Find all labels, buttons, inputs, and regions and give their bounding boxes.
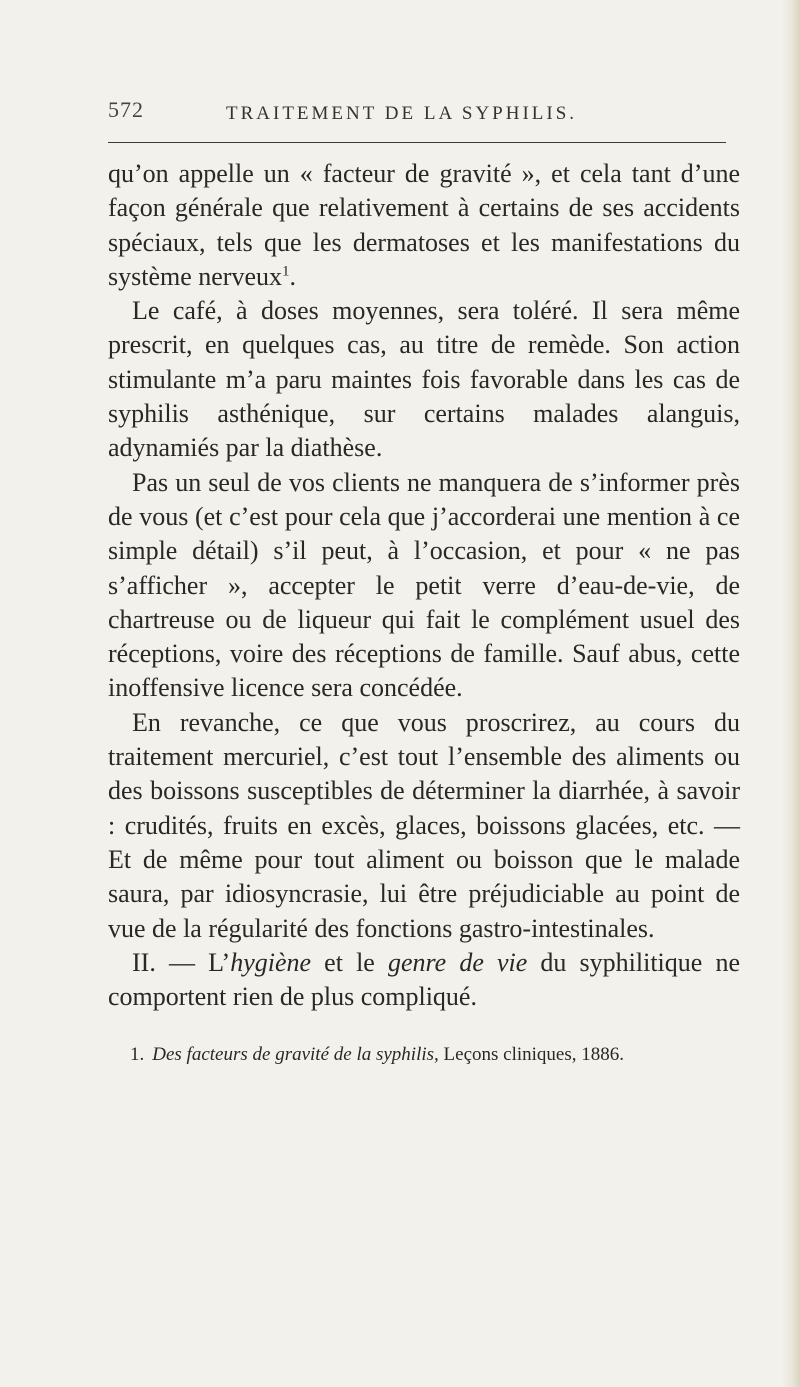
- paragraph-text-end: .: [289, 261, 297, 291]
- paragraph-diet: En revanche, ce que vous proscrirez, au cours du traitement mercuriel, c’est tout l’ensemble des aliments ou des boissons susceptibles de déterminer la diarrhée, à savoir : crudités, fruits en excès, glaces, boissons glacées, etc. — Et de même pour tout aliment ou boisson que le malade saura, par idiosyncrasie, lui être préjudiciable au point de vue de la régularité des fonctions gastro-intestinales.: [108, 707, 740, 943]
- emphasis-genre-de-vie: genre de vie: [387, 947, 528, 977]
- paragraph-coffee: Le café, à doses moyennes, sera toléré. Il sera même prescrit, en quelques cas, au titre de remède. Son action stimulante m’a paru maintes fois favorable dans les cas de syphilis asthénique, sur certains malades alanguis, adynamiés par la diathèse.: [108, 296, 740, 463]
- running-title: TRAITEMENT DE LA SYPHILIS.: [226, 103, 578, 124]
- page-header: [108, 97, 748, 137]
- emphasis-hygiene: hygiène: [230, 947, 312, 977]
- paragraph-hygiene: [108, 946, 740, 1015]
- section-prefix: II. — L’: [132, 947, 231, 977]
- footnote: [130, 1043, 730, 1067]
- paragraph-continuation: [108, 157, 740, 294]
- footnote-number: 1.: [130, 1044, 145, 1065]
- paragraph-liqueur: Pas un seul de vos clients ne manquera de s’informer près de vous (et c’est pour cela que j’accorderai une mention à ce simple détail) s’il peut, à l’occasion, et pour « ne pas s’afficher », accepter le petit verre d’eau-de-vie, de chartreuse ou de liqueur qui fait le complément usuel des réceptions, voire des réceptions de famille. Sauf abus, cette inoffensive licence sera concédée.: [108, 467, 740, 703]
- page-number: 572: [108, 97, 144, 122]
- paragraph-text: et le: [311, 947, 388, 977]
- paragraph-text-end: du syphilitique ne comportent rien de plus compliqué.: [108, 947, 740, 1012]
- header-rule: [108, 142, 726, 143]
- body-text: [108, 157, 740, 1014]
- paragraph-text: qu’on appelle un « facteur de gravité », et cela tant d’une façon générale que relativement à certains de ses accidents spéciaux, tels que les dermatoses et les manifestations du système nerveux: [108, 159, 740, 291]
- footnote-title: Des facteurs de gravité de la syphilis,: [152, 1044, 439, 1065]
- page-edge-shadow: [782, 0, 800, 1387]
- footnote-reference: 1: [282, 263, 290, 280]
- footnote-source: Leçons cliniques, 1886.: [438, 1044, 624, 1065]
